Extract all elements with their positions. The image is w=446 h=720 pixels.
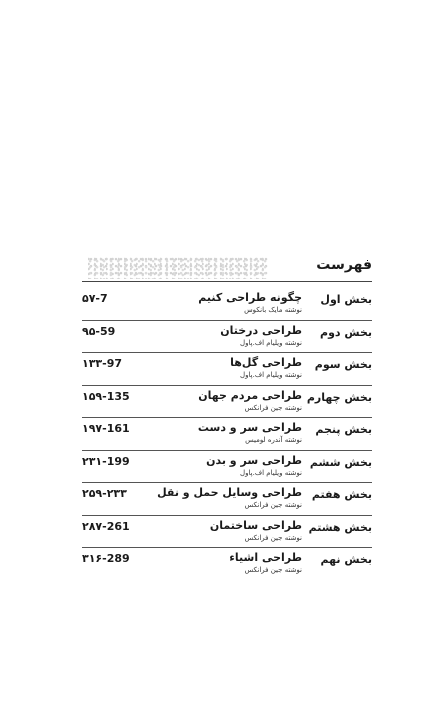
entry-divider: [82, 320, 372, 321]
toc-title: فهرست: [316, 257, 372, 273]
toc-header: [82, 253, 372, 282]
part-label: بخش نهم: [320, 553, 372, 566]
page-range: ۳۱۶-289: [82, 552, 130, 565]
entry-divider: [82, 385, 372, 386]
chapter-title: طراحی سر و دست: [197, 421, 302, 434]
header-texture: [88, 257, 268, 279]
toc-entry: [82, 355, 372, 388]
part-label: بخش ششم: [309, 455, 372, 469]
page-range: ۲۵۹-۲۳۳: [82, 487, 127, 500]
page-range: ۲۸۷-261: [82, 519, 130, 533]
toc-entry: [82, 485, 372, 518]
entry-divider: [82, 515, 372, 516]
page-range: ۵۷-7: [82, 292, 108, 305]
part-label: بخش هفتم: [311, 488, 372, 501]
chapter-title: طراحی مردم جهان: [198, 388, 302, 402]
chapter-author: نوشته مایک بانکوس: [244, 306, 302, 314]
toc-entry: [82, 323, 372, 356]
part-label: بخش سوم: [314, 358, 372, 371]
page-range: ۲۳۱-199: [82, 454, 130, 468]
entry-divider: [82, 482, 372, 483]
chapter-author: نوشته جین فرانکس: [244, 533, 302, 542]
part-label: بخش چهارم: [306, 390, 372, 404]
chapter-title: طراحی سر و بدن: [206, 453, 302, 467]
toc-entry: [82, 388, 372, 421]
entry-divider: [82, 450, 372, 451]
part-label: بخش پنجم: [315, 423, 372, 436]
chapter-title: طراحی ساختمان: [209, 518, 302, 532]
chapter-title: طراحی اشیاء: [229, 551, 302, 564]
toc-entry: [82, 518, 372, 551]
chapter-title: طراحی درختان: [220, 323, 302, 337]
chapter-author: نوشته جین فرانکس: [244, 566, 302, 574]
page-range: ۹۵-59: [82, 324, 116, 338]
chapter-author: نوشته جین فرانکس: [244, 403, 302, 412]
toc-list: [82, 290, 372, 583]
chapter-author: نوشته ویلیام اف.پاول: [240, 468, 302, 477]
part-label: بخش دوم: [320, 325, 372, 339]
part-label: بخش هشتم: [308, 520, 372, 534]
entry-divider: [82, 352, 372, 353]
toc-entry: [82, 453, 372, 486]
page-range: ۱۹۷-161: [82, 422, 130, 435]
part-label: بخش اول: [320, 293, 372, 306]
toc-entry: [82, 420, 372, 453]
entry-divider: [82, 547, 372, 548]
entry-divider: [82, 417, 372, 418]
chapter-title: طراحی وسایل حمل و نقل: [157, 486, 302, 499]
page-range: ۱۳۳-97: [82, 357, 123, 370]
toc-entry: [82, 290, 372, 323]
page-range: ۱۵۹-135: [82, 389, 130, 403]
chapter-title: طراحی گل‌ها: [230, 356, 302, 369]
chapter-author: نوشته ویلیام اف.پاول: [240, 371, 302, 379]
chapter-author: نوشته جین فرانکس: [244, 501, 302, 509]
toc-entry: [82, 550, 372, 583]
chapter-author: نوشته ویلیام اف.پاول: [240, 338, 302, 347]
chapter-author: نوشته آندره لومیس: [245, 436, 302, 444]
chapter-title: چگونه طراحی کنیم: [198, 291, 302, 304]
